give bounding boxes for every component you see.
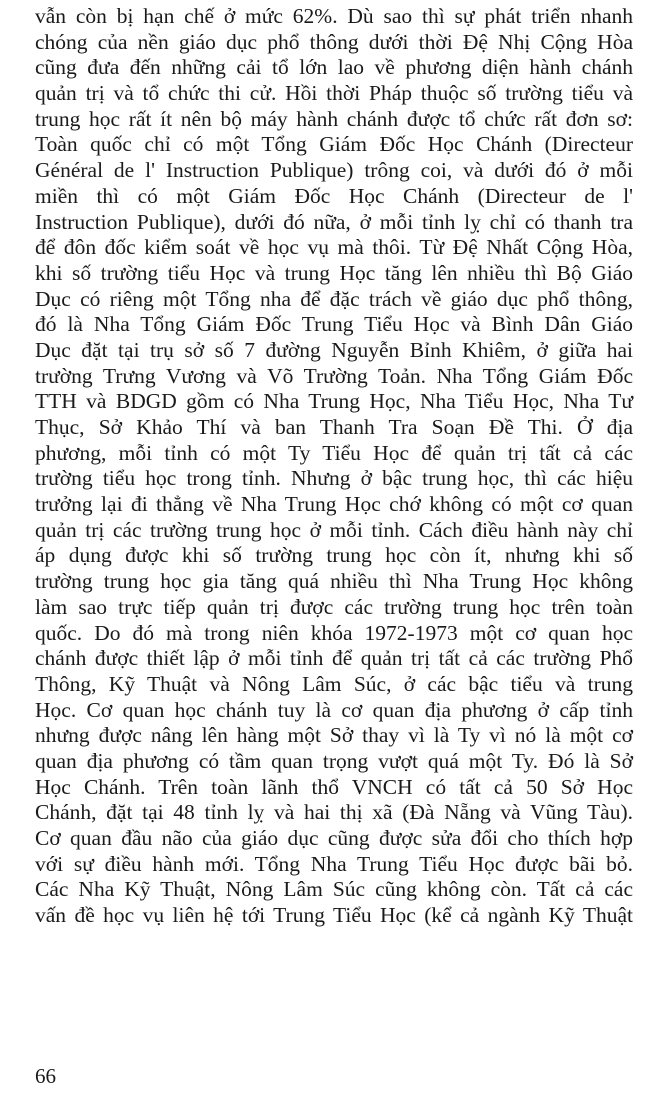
text-line: quan địa phương có tầm quan trọng vượt quá một Ty. Đó là Sở [35, 748, 633, 773]
text-line: đó là Nha Tổng Giám Đốc Trung Tiểu Học và Bình Dân Giáo [35, 312, 633, 337]
text-line: chánh được thiết lập ở mỗi tỉnh để quản trị tất cả các trường Phổ [35, 646, 633, 671]
text-line: Học Chánh. Trên toàn lãnh thổ VNCH có tất cả 50 Sở Học [35, 774, 633, 799]
text-line: áp dụng được khi số trường trung học còn ít, nhưng khi số [35, 543, 633, 568]
text-line: TTH và BDGD gồm có Nha Trung Học, Nha Tiểu Học, Nha Tư [35, 389, 633, 414]
text-line: khi số trường tiểu Học và trung Học tăng lên nhiều thì Bộ Giáo [35, 260, 633, 285]
text-line: trưởng lại đi thẳng về Nha Trung Học chớ không có một cơ quan [35, 492, 633, 517]
text-line: trường Trưng Vương và Võ Trường Toản. Nha Tổng Giám Đốc [35, 363, 633, 388]
text-line: nhưng được nâng lên hàng một Sở thay vì là Ty vì nó là một cơ [35, 723, 633, 748]
text-line: quốc. Do đó mà trong niên khóa 1972-1973 một cơ quan học [35, 620, 633, 645]
text-line: Các Nha Kỹ Thuật, Nông Lâm Súc cũng không còn. Tất cả các [35, 877, 633, 902]
text-line: Thông, Kỹ Thuật và Nông Lâm Súc, ở các bậc tiểu và trung [35, 671, 633, 696]
page-number: 66 [35, 1064, 56, 1088]
text-line: quản trị các trường trung học ở mỗi tỉnh. Cách điều hành này chỉ [35, 517, 633, 542]
text-line: với sự điều hành mới. Tổng Nha Trung Tiểu Học được bãi bỏ. [35, 851, 633, 876]
text-line: Toàn quốc chỉ có một Tổng Giám Đốc Học Chánh (Directeur [35, 132, 633, 157]
text-line: chóng của nền giáo dục phổ thông dưới thời Đệ Nhị Cộng Hòa [35, 29, 633, 54]
text-line: Général de l' Instruction Publique) trông coi, và dưới đó ở mỗi [35, 158, 633, 183]
text-line: Dục đặt tại trụ sở số 7 đường Nguyễn Bỉnh Khiêm, ở giữa hai [35, 337, 633, 362]
text-line: cũng đưa đến những cải tổ lớn lao về phương diện hành chánh [35, 55, 633, 80]
text-line: trường trung học gia tăng quá nhiều thì Nha Trung Học không [35, 569, 633, 594]
text-line: làm sao trực tiếp quản trị được các trường trung học trên toàn [35, 594, 633, 619]
text-line: Học. Cơ quan học chánh tuy là cơ quan địa phương ở cấp tỉnh [35, 697, 633, 722]
text-line: miền thì có một Giám Đốc Học Chánh (Directeur de l' [35, 183, 633, 208]
page-body-text [35, 4, 633, 929]
text-line: để đôn đốc kiểm soát về học vụ mà thôi. Từ Đệ Nhất Cộng Hòa, [35, 235, 633, 260]
text-line: Dục có riêng một Tổng nha để đặc trách về giáo dục phổ thông, [35, 286, 633, 311]
text-line: quản trị và tổ chức thi cử. Hồi thời Pháp thuộc số trường tiểu và [35, 81, 633, 106]
text-line: phương, mỗi tỉnh có một Ty Tiểu Học để quản trị tất cả các [35, 440, 633, 465]
text-line: Cơ quan đầu não của giáo dục cũng được sửa đổi cho thích hợp [35, 826, 633, 850]
text-line: Chánh, đặt tại 48 tỉnh lỵ và hai thị xã (Đà Nẵng và Vũng Tàu). [35, 800, 633, 825]
text-line: Instruction Publique), dưới đó nữa, ở mỗi tỉnh lỵ chỉ có thanh tra [35, 209, 633, 234]
text-line: trường tiểu học trong tỉnh. Nhưng ở bậc trung học, thì các hiệu [35, 466, 633, 491]
text-line: Thục, Sở Khảo Thí và ban Thanh Tra Soạn Đề Thi. Ở địa [35, 415, 633, 439]
text-line: vấn đề học vụ liên hệ tới Trung Tiểu Học (kể cả ngành Kỹ Thuật [35, 903, 633, 928]
text-line: vẫn còn bị hạn chế ở mức 62%. Dù sao thì sự phát triển nhanh [35, 4, 633, 28]
text-line: trung học rất ít nên bộ máy hành chánh được tổ chức rất đơn sơ: [35, 106, 633, 131]
